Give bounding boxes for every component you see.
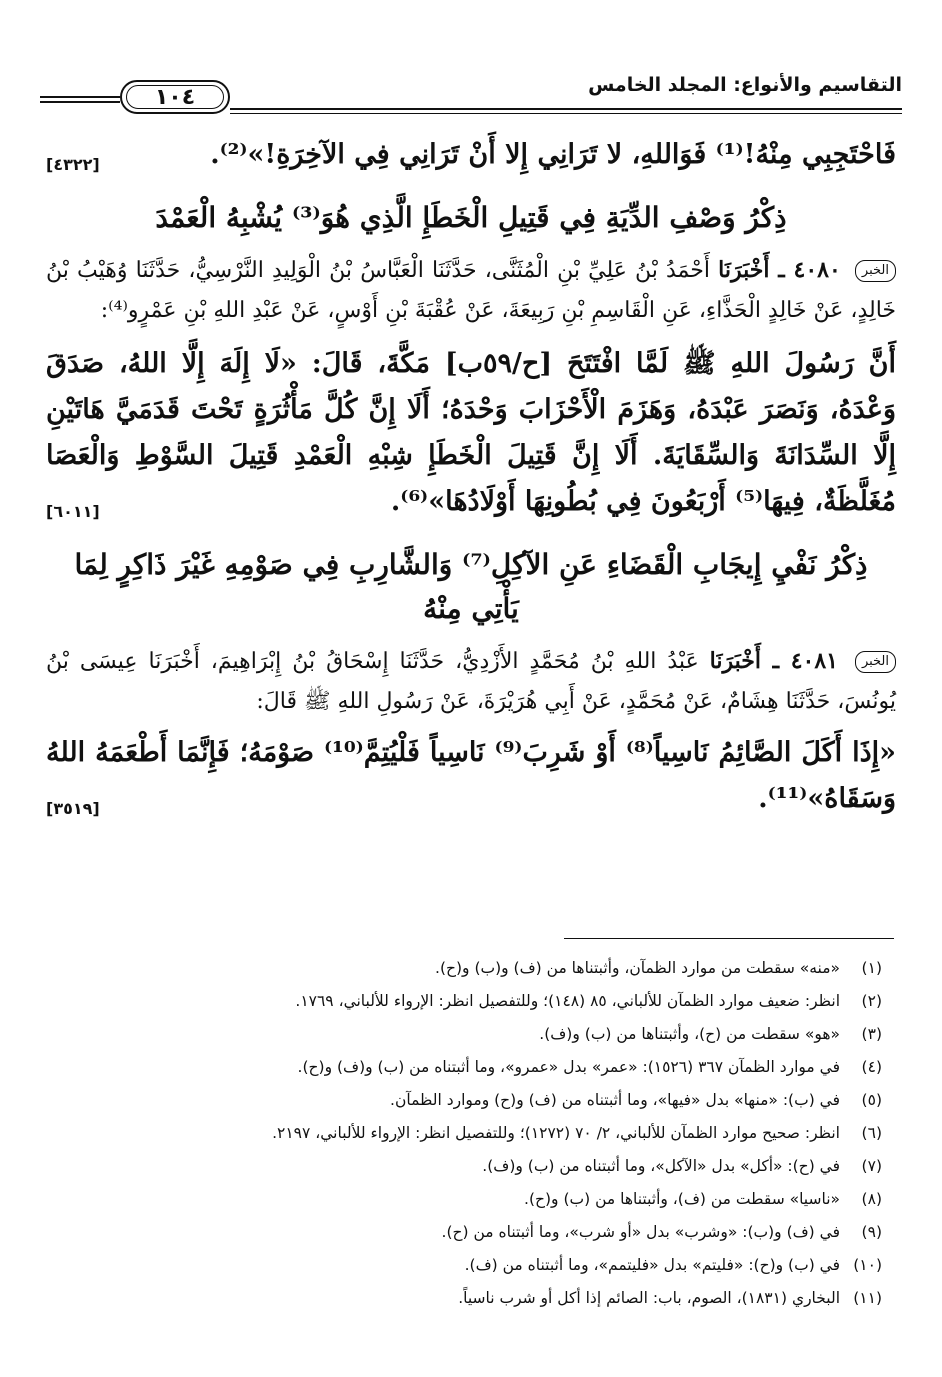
footnote-number: (٦) <box>861 1124 882 1142</box>
isnad-text: عَبْدُ اللهِ بْنُ مُحَمَّدٍ الأَزْدِيُّ، حَدَّثَنَا إِسْحَاقُ بْنُ إِبْرَاهِيمَ، أَخْبَرَنَا عِيسَى بْنُ يُونُسَ، حَدَّثَنَا هِشَامٌ، عَنْ مُحَمَّدٍ، عَنْ أَبِي هُرَيْرَةَ، عَنْ رَسُولِ اللهِ ﷺ قَالَ: <box>46 649 896 714</box>
hadith-matn <box>46 341 896 525</box>
paragraph-continuation <box>46 132 896 178</box>
header-rule <box>40 96 120 98</box>
footnote <box>40 1183 882 1216</box>
hadith-isnad <box>46 250 896 331</box>
reference-number: [٤٣٢٢] <box>46 155 100 174</box>
footnote-number: (٣) <box>861 1025 882 1043</box>
header-rule <box>230 108 902 110</box>
page-number-text: ١٠٤ <box>154 84 196 110</box>
section-heading: ذِكْرُ وَصْفِ الدِّيَةِ فِي قَتِيلِ الْخَطَإِ الَّذِي هُوَ⁽³⁾ يُشْبِهُ الْعَمْدَ <box>155 201 787 234</box>
paragraph-text: فَاحْتَجِبِي مِنْهُ!⁽¹⁾ فَوَاللهِ، لا تَرَانِي إِلا أَنْ تَرَانِي فِي الآخِرَةِ!»⁽²⁾. <box>210 139 896 170</box>
hadith-badge-icon: الخبر <box>855 651 896 673</box>
footnote <box>40 1282 882 1315</box>
footnote-number: (٩) <box>861 1223 882 1241</box>
footnote-text: في (ف) و(ب): «وشرب» بدل «أو شرب»، وما أثبتناه من (ح). <box>441 1223 840 1241</box>
footnote-number: (٧) <box>861 1157 882 1175</box>
footnote-number: (٢) <box>861 992 882 1010</box>
hadith-isnad <box>46 641 896 722</box>
footnote-text: انظر: صحيح موارد الظمآن للألباني، ٢/ ٧٠ (١٢٧٢)؛ وللتفصيل انظر: الإرواء للألباني، ٢١٩٧. <box>272 1124 840 1142</box>
footnote <box>40 1051 882 1084</box>
footnote <box>40 1216 882 1249</box>
footnote <box>40 1249 882 1282</box>
footnote-number: (٤) <box>861 1058 882 1076</box>
footnote <box>40 1084 882 1117</box>
footnote-text: البخاري (١٨٣١)، الصوم، باب: الصائم إذا أكل أو شرب ناسياً. <box>458 1289 840 1307</box>
hadith-matn <box>46 730 896 822</box>
isnad-text: أَحْمَدُ بْنُ عَلِيِّ بْنِ الْمُثَنَّى، حَدَّثَنَا الْعَبَّاسُ بْنُ الْوَلِيدِ النَّرْسِيُّ، حَدَّثَنَا وُهَيْبُ بْنُ خَالِدٍ، عَنْ خَالِدٍ الْحَذَّاءِ، عَنِ الْقَاسِمِ بْنِ رَبِيعَةَ، عَنْ عُقْبَةَ بْنِ أَوْسٍ، عَنْ عَبْدِ اللهِ بْنِ عَمْرٍو⁽⁴⁾: <box>46 258 896 323</box>
header-rule <box>230 113 902 114</box>
footnote-number: (١٠) <box>853 1256 882 1274</box>
footnotes <box>40 952 882 1315</box>
footnote-number: (٥) <box>861 1091 882 1109</box>
footnote <box>40 985 882 1018</box>
footnote-text: «منه» سقطت من موارد الظمآن، وأثبتناها من (ف) و(ب) و(ح). <box>435 959 840 977</box>
main-text <box>46 132 896 832</box>
hadith-badge-icon: الخبر <box>855 260 896 282</box>
footnote-text: في (ح): «أكل» بدل «الآكل»، وما أثبتناه من (ب) و(ف). <box>482 1157 840 1175</box>
footnote-separator <box>564 938 894 939</box>
hadith-number: ٤٠٨٠ ـ أَخْبَرَنَا <box>718 257 841 283</box>
matn-text: أَنَّ رَسُولَ اللهِ ﷺ لَمَّا افْتَتَحَ [ح/٥٩ب] مَكَّةَ، قَالَ: «لَا إِلَهَ إِلَّا اللهُ، صَدَقَ وَعْدَهُ، وَنَصَرَ عَبْدَهُ، وَهَزَمَ الْأَحْزَابَ وَحْدَهُ؛ أَلَا إِنَّ كُلَّ مَأْثُرَةٍ تَحْتَ قَدَمَيَّ هَاتَيْنِ إِلَّا السِّدَانَةَ وَالسِّقَايَةَ. أَلَا إِنَّ قَتِيلَ الْخَطَإِ شِبْهِ الْعَمْدِ قَتِيلَ السَّوْطِ وَالْعَصَا مُغَلَّظَةٌ، فِيهَا⁽⁵⁾ أَرْبَعُونَ فِي بُطُونِهَا أَوْلَادُهَا»⁽⁶⁾. <box>46 348 896 517</box>
page-header <box>40 62 902 122</box>
footnote-text: في موارد الظمآن ٣٦٧ (١٥٢٦): «عمر» بدل «عمرو»، وما أثبتناه من (ب) و(ف) و(ح). <box>297 1058 840 1076</box>
footnote <box>40 1018 882 1051</box>
reference-number: [٦٠١١] <box>46 502 100 521</box>
reference-number: [٣٥١٩] <box>46 799 100 818</box>
footnote-number: (٨) <box>861 1190 882 1208</box>
footnote <box>40 1117 882 1150</box>
footnote-text: انظر: ضعيف موارد الظمآن للألباني، ٨٥ (١٤٨)؛ وللتفصيل انظر: الإرواء للألباني، ١٧٦٩. <box>295 992 840 1010</box>
page-number <box>120 80 230 114</box>
section-heading: ذِكْرُ نَفْيِ إِيجَابِ الْقَضَاءِ عَنِ الآكِلِ⁽⁷⁾ وَالشَّارِبِ فِي صَوْمِهِ غَيْرَ ذَاكِرٍ لِمَا يَأْتِي مِنْهُ <box>74 548 868 625</box>
footnote <box>40 1150 882 1183</box>
header-rule <box>40 101 120 103</box>
matn-text: «إِذَا أَكَلَ الصَّائِمُ نَاسِياً⁽⁸⁾ أَوْ شَرِبَ⁽⁹⁾ نَاسِياً فَلْيُتِمَّ⁽¹⁰⁾ صَوْمَهُ؛ فَإِنَّمَا أَطْعَمَهُ اللهُ وَسَقَاهُ»⁽¹¹⁾. <box>46 737 896 814</box>
footnote-number: (١١) <box>853 1289 882 1307</box>
footnote <box>40 952 882 985</box>
footnote-text: في (ب): «منها» بدل «فيها»، وما أثبتناه من (ف) و(ح) وموارد الظمآن. <box>390 1091 840 1109</box>
footnote-text: «هو» سقطت من (ح)، وأثبتناها من (ب) و(ف). <box>539 1025 840 1043</box>
footnote-text: في (ب) و(ح): «فليتم» بدل «فليتمم»، وما أثبتناه من (ف). <box>464 1256 840 1274</box>
footnote-number: (١) <box>861 959 882 977</box>
running-title: التقاسيم والأنواع: المجلد الخامس <box>588 74 902 96</box>
footnote-text: «ناسيا» سقطت من (ف)، وأثبتناها من (ب) و(ح). <box>524 1190 840 1208</box>
hadith-number: ٤٠٨١ ـ أَخْبَرَنَا <box>709 648 838 674</box>
